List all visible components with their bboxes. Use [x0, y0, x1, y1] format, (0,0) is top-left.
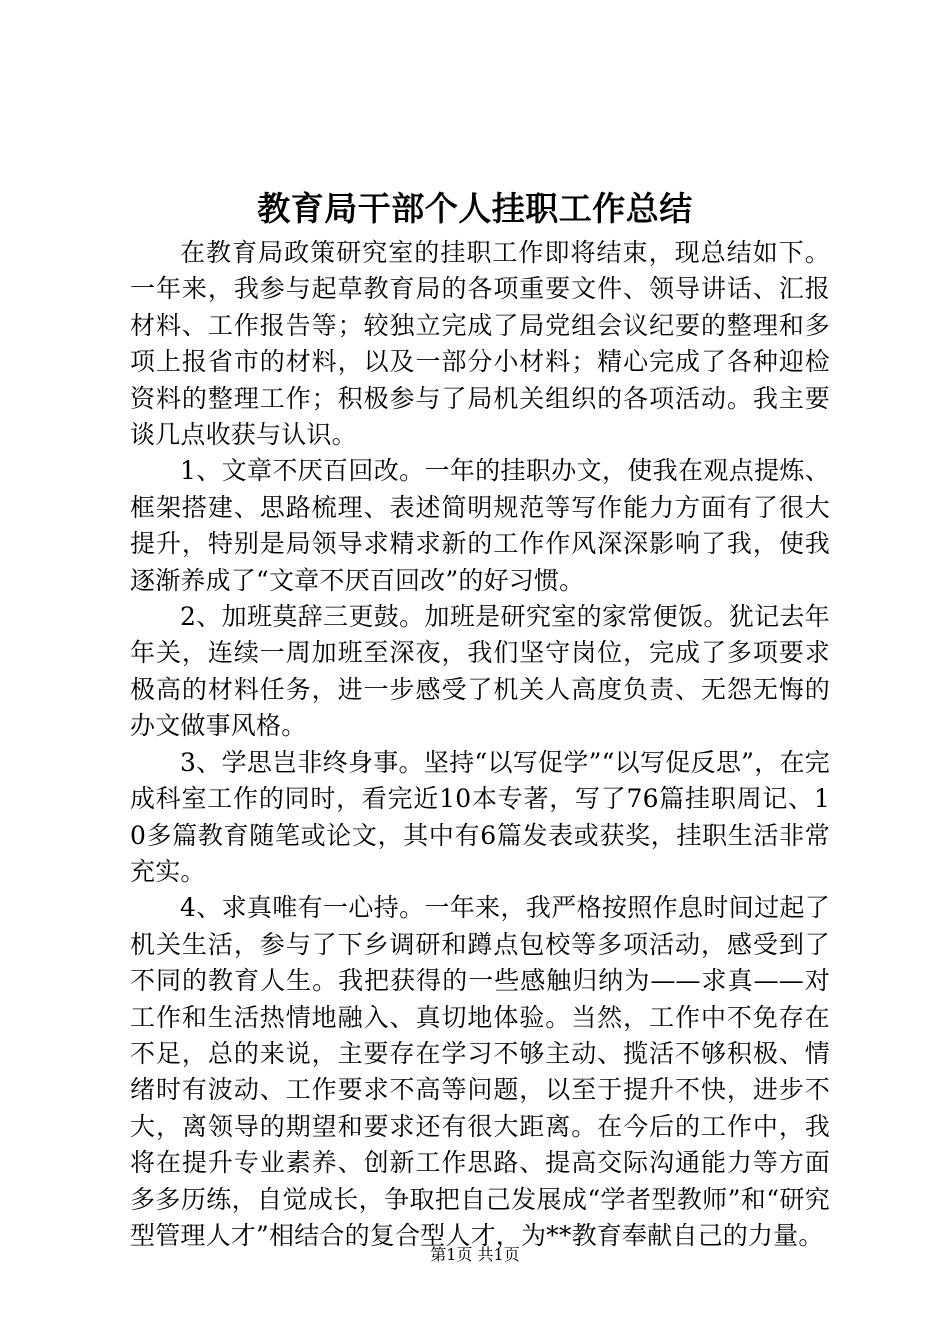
- paragraph-point-1: 1、文章不厌百回改。一年的挂职办文，使我在观点提炼、框架搭建、思路梳理、表述简明规范等写作能力方面有了很大提升，特别是局领导求精求新的工作作风深深影响了我，使我逐渐养成了“文章不厌百回改”的好习惯。: [130, 456, 830, 595]
- page-footer: 第1页 共1页: [430, 1245, 520, 1264]
- document-body: [130, 235, 830, 1254]
- paragraph-point-4: 4、求真唯有一心持。一年来，我严格按照作息时间过起了机关生活，参与了下乡调研和蹲点包校等多项活动，感受到了不同的教育人生。我把获得的一些感触归纳为——求真——对工作和生活热情地融入、真切地体验。当然，工作中不免存在不足，总的来说，主要存在学习不够主动、揽活不够积极、情绪时有波动、工作要求不高等问题，以至于提升不快，进步不大，离领导的期望和要求还有很大距离。在今后的工作中，我将在提升专业素养、创新工作思路、提高交际沟通能力等方面多多历练，自觉成长，争取把自己发展成“学者型教师”和“研究型管理人才”相结合的复合型人才，为**教育奉献自己的力量。: [130, 893, 830, 1250]
- document-title: 教育局干部个人挂职工作总结: [257, 189, 693, 228]
- paragraph-point-3: 3、学思岂非终身事。坚持“以写促学”“以写促反思”，在完成科室工作的同时，看完近10本专著，写了76篇挂职周记、10多篇教育随笔或论文，其中有6篇发表或获奖，挂职生活非常充实。: [130, 747, 830, 886]
- paragraph-point-2: 2、加班莫辞三更鼓。加班是研究室的家常便饭。犹记去年年关，连续一周加班至深夜，我们坚守岗位，完成了多项要求极高的材料任务，进一步感受了机关人高度负责、无怨无悔的办文做事风格。: [130, 602, 830, 741]
- paragraph-intro: 在教育局政策研究室的挂职工作即将结束，现总结如下。一年来，我参与起草教育局的各项重要文件、领导讲话、汇报材料、工作报告等；较独立完成了局党组会议纪要的整理和多项上报省市的材料，以及一部分小材料；精心完成了各种迎检资料的整理工作；积极参与了局机关组织的各项活动。我主要谈几点收获与认识。: [130, 238, 830, 450]
